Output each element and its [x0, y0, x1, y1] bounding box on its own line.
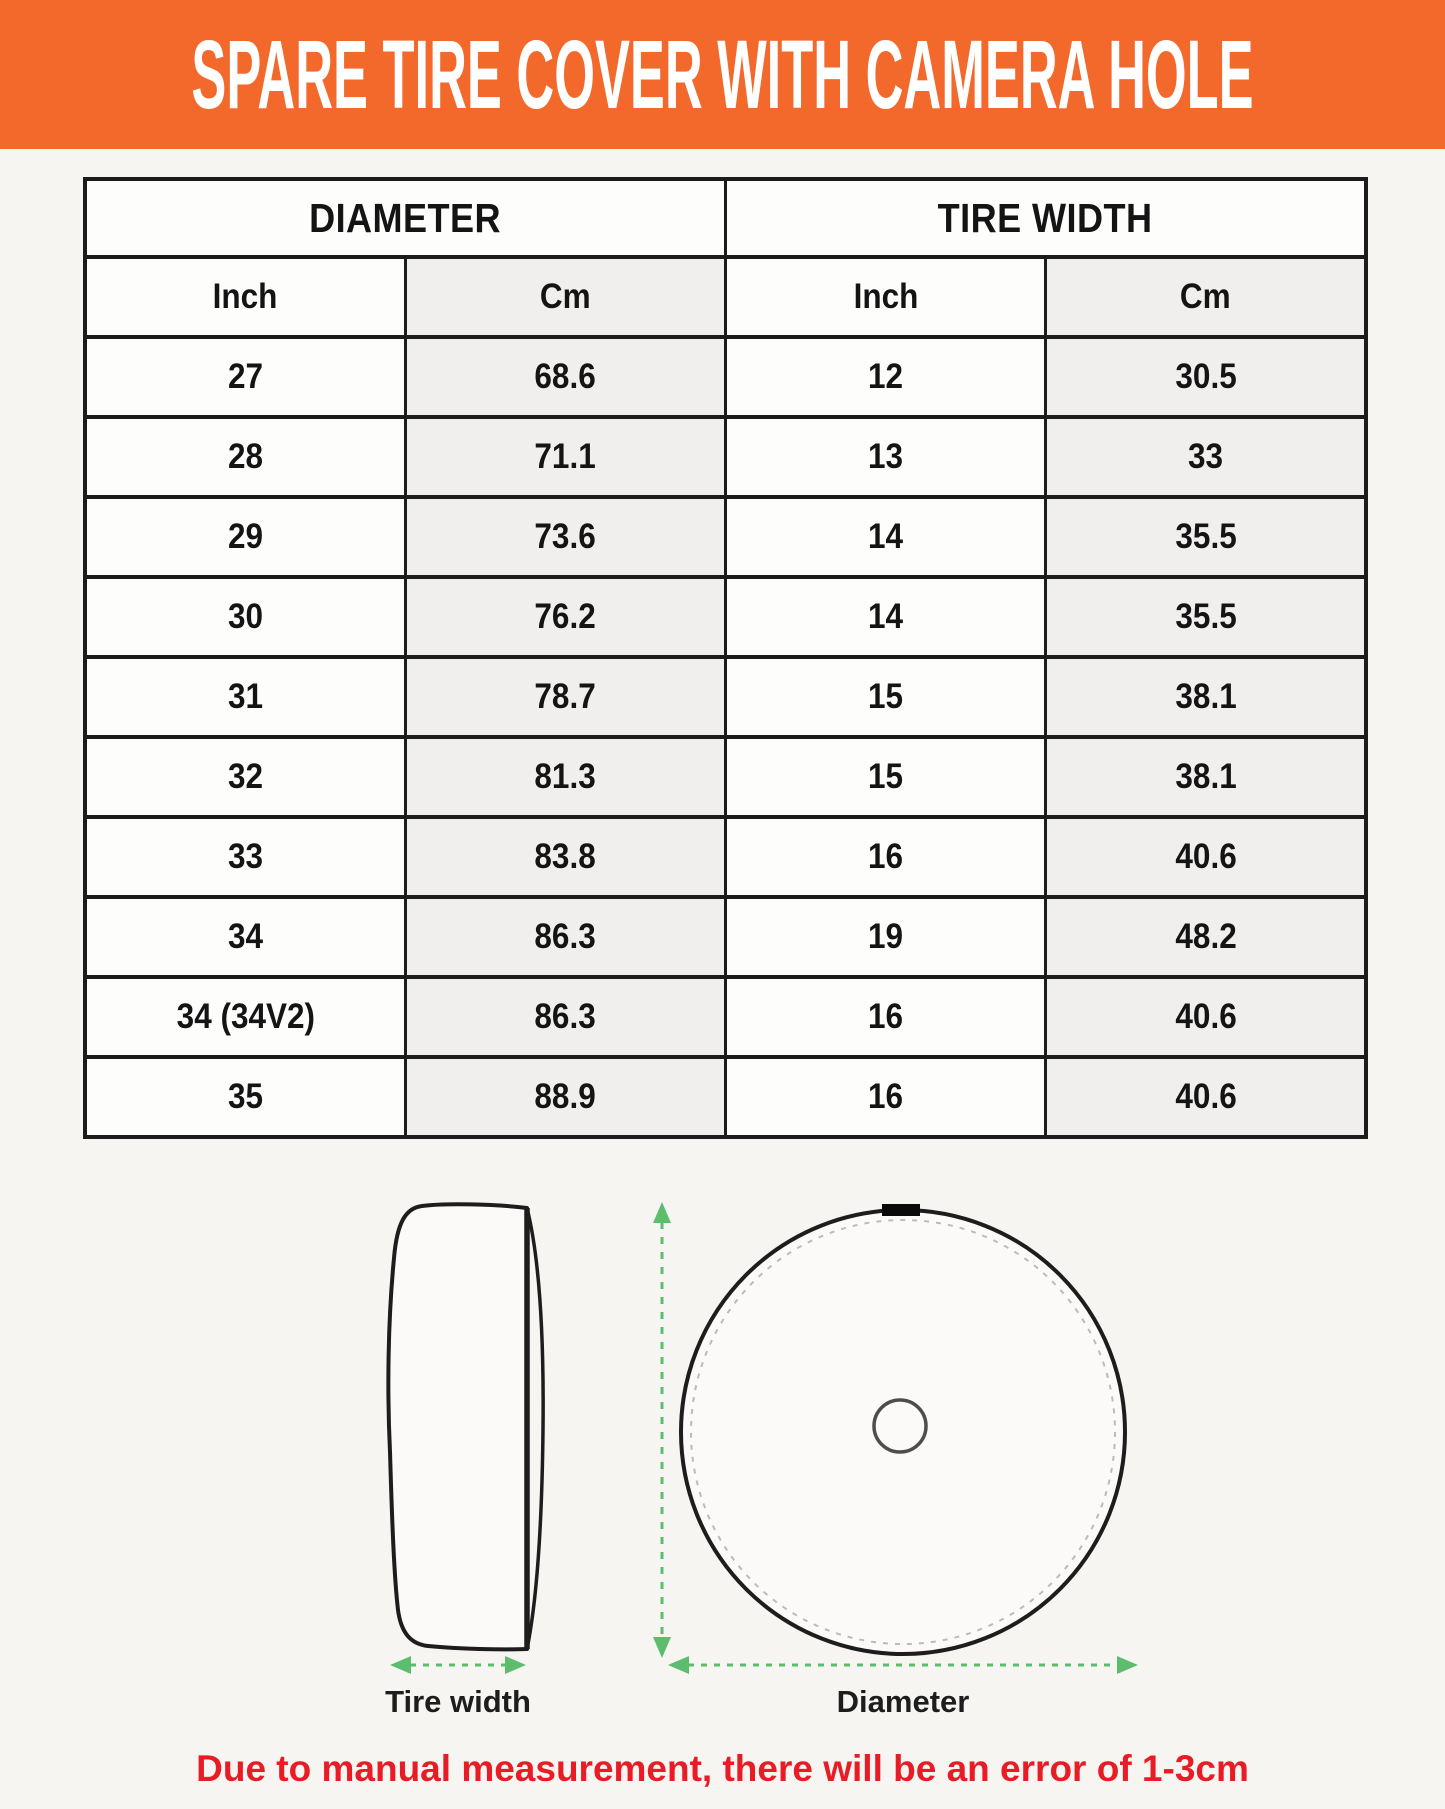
arrow-head-left-icon	[390, 1656, 411, 1674]
table-cell	[85, 337, 405, 417]
table-cell	[1046, 817, 1366, 897]
table-cell-value: 16	[868, 837, 904, 876]
table-cell	[726, 417, 1046, 497]
table-row	[85, 577, 1366, 657]
table-cell	[405, 1057, 725, 1137]
table-row	[85, 977, 1366, 1057]
table-cell	[405, 417, 725, 497]
table-cell	[726, 977, 1046, 1057]
table-cell	[726, 657, 1046, 737]
table-cell	[726, 897, 1046, 977]
table-cell-value: 33	[227, 837, 263, 876]
table-cell-value: 38.1	[1174, 757, 1237, 796]
table-cell-value: 88.9	[534, 1077, 597, 1116]
table-cell-value: 86.3	[534, 917, 597, 956]
table-cell	[1046, 417, 1366, 497]
column-header-tire-width-inch	[726, 257, 1046, 337]
column-header-label: Inch	[212, 277, 278, 316]
column-header-label: Cm	[1180, 277, 1232, 316]
arrow-head-right-icon	[505, 1656, 526, 1674]
table-cell-value: 40.6	[1174, 997, 1237, 1036]
table-cell	[1046, 897, 1366, 977]
table-cell-value: 13	[868, 437, 904, 476]
column-header-label: Inch	[853, 277, 918, 316]
table-cell-value: 16	[868, 997, 904, 1036]
table-cell-value: 33	[1188, 437, 1224, 476]
table-cell-value: 30.5	[1174, 357, 1237, 396]
table-cell-value: 14	[868, 597, 904, 636]
table-cell-value: 40.6	[1174, 1077, 1237, 1116]
table-cell	[405, 977, 725, 1057]
table-cell-value: 12	[868, 357, 904, 396]
section-header-row	[85, 179, 1366, 257]
table-cell	[1046, 1057, 1366, 1137]
table-cell-value: 68.6	[534, 357, 597, 396]
table-cell-value: 31	[227, 677, 263, 716]
table-cell	[85, 817, 405, 897]
table-cell	[405, 817, 725, 897]
arrow-head-up-icon	[653, 1202, 671, 1223]
vertical-diameter-arrow	[653, 1202, 671, 1658]
table-cell	[1046, 737, 1366, 817]
camera-hole	[874, 1400, 926, 1452]
table-cell-value: 14	[868, 517, 904, 556]
size-table	[83, 177, 1368, 1139]
table-cell-value: 76.2	[534, 597, 597, 636]
table-cell-value: 73.6	[534, 517, 597, 556]
tire-front-view	[681, 1204, 1125, 1654]
size-table-header	[85, 179, 1366, 337]
table-row	[85, 497, 1366, 577]
table-row	[85, 897, 1366, 977]
tire-width-label: Tire width	[385, 1684, 531, 1719]
table-cell-value: 27	[227, 357, 263, 396]
table-cell-value: 32	[227, 757, 263, 796]
table-row	[85, 657, 1366, 737]
section-header-tire-width-label: TIRE WIDTH	[938, 194, 1153, 241]
table-cell	[85, 497, 405, 577]
table-row	[85, 737, 1366, 817]
title-banner	[0, 0, 1445, 149]
table-row	[85, 817, 1366, 897]
column-header-label: Cm	[539, 277, 591, 316]
diameter-label: Diameter	[836, 1684, 970, 1719]
table-cell	[726, 737, 1046, 817]
table-cell	[405, 497, 725, 577]
table-cell-value: 34	[227, 917, 263, 956]
section-header-tire-width	[726, 179, 1367, 257]
table-cell-value: 40.6	[1174, 837, 1237, 876]
column-header-diameter-cm	[405, 257, 725, 337]
table-cell-value: 19	[868, 917, 904, 956]
table-cell	[1046, 577, 1366, 657]
arrow-head-down-icon	[653, 1637, 671, 1658]
table-cell-value: 35.5	[1174, 517, 1237, 556]
table-cell	[85, 417, 405, 497]
table-cell-value: 35	[227, 1077, 263, 1116]
arrow-head-left-icon	[668, 1656, 689, 1674]
table-cell	[726, 1057, 1046, 1137]
measurement-diagram	[0, 1147, 1445, 1809]
table-cell-value: 71.1	[534, 437, 597, 476]
table-cell	[85, 577, 405, 657]
table-cell-value: 78.7	[534, 677, 597, 716]
table-cell-value: 15	[868, 757, 904, 796]
arrow-head-right-icon	[1117, 1656, 1138, 1674]
table-cell	[405, 657, 725, 737]
table-cell	[85, 737, 405, 817]
table-cell-value: 35.5	[1174, 597, 1237, 636]
size-table-body	[85, 337, 1366, 1137]
section-header-diameter	[85, 179, 726, 257]
table-cell	[1046, 657, 1366, 737]
table-cell	[405, 577, 725, 657]
table-cell	[85, 657, 405, 737]
column-header-tire-width-cm	[1046, 257, 1366, 337]
table-cell-value: 86.3	[534, 997, 597, 1036]
table-cell-value: 83.8	[534, 837, 597, 876]
page-title: SPARE TIRE COVER WITH CAMERA HOLE	[191, 20, 1254, 129]
unit-header-row	[85, 257, 1366, 337]
table-cell	[1046, 497, 1366, 577]
table-cell	[726, 497, 1046, 577]
table-cell-value: 48.2	[1174, 917, 1237, 956]
table-cell	[405, 337, 725, 417]
table-cell	[85, 1057, 405, 1137]
table-cell	[85, 897, 405, 977]
tire-side-view	[388, 1204, 543, 1649]
table-cell	[85, 977, 405, 1057]
camera-notch-mark	[882, 1204, 920, 1216]
table-cell-value: 15	[868, 677, 904, 716]
tire-side-outline	[388, 1204, 527, 1649]
table-cell-value: 16	[868, 1077, 904, 1116]
table-cell	[726, 337, 1046, 417]
table-cell	[726, 817, 1046, 897]
table-row	[85, 417, 1366, 497]
measurement-error-footnote: Due to manual measurement, there will be an error of 1-3cm	[196, 1748, 1249, 1789]
table-row	[85, 1057, 1366, 1137]
table-cell	[1046, 337, 1366, 417]
column-header-diameter-inch	[85, 257, 405, 337]
table-cell	[726, 577, 1046, 657]
table-cell-value: 81.3	[534, 757, 597, 796]
table-cell-value: 34 (34V2)	[176, 997, 315, 1036]
table-cell-value: 29	[227, 517, 263, 556]
diameter-arrow	[668, 1656, 1138, 1674]
table-cell-value: 38.1	[1174, 677, 1237, 716]
tire-width-arrow	[390, 1656, 526, 1674]
table-row	[85, 337, 1366, 417]
table-cell	[1046, 977, 1366, 1057]
table-cell-value: 30	[227, 597, 263, 636]
table-cell-value: 28	[227, 437, 263, 476]
table-cell	[405, 897, 725, 977]
section-header-diameter-label: DIAMETER	[309, 194, 502, 241]
table-cell	[405, 737, 725, 817]
